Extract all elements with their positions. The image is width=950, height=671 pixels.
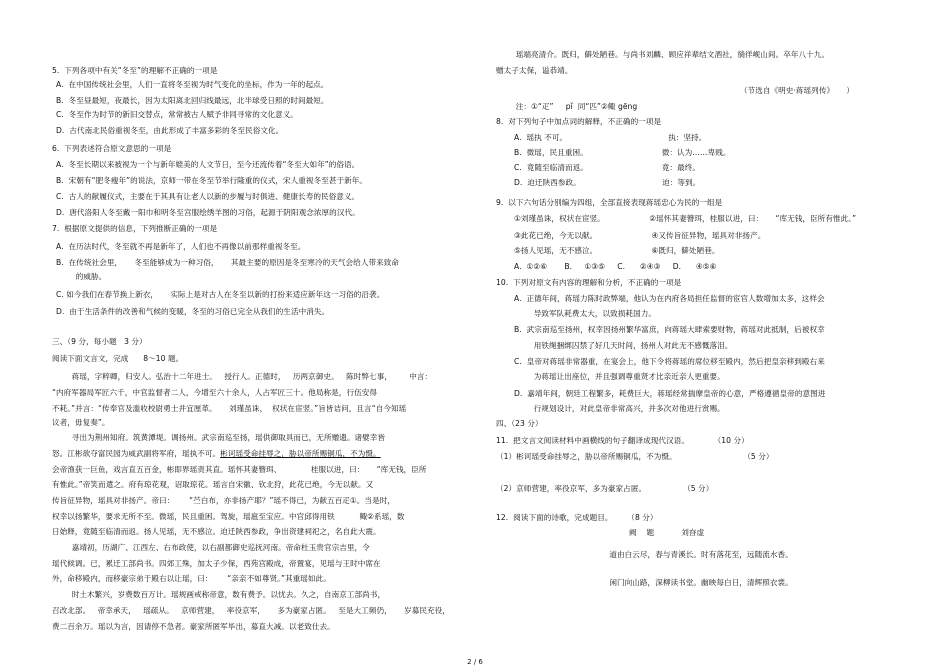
- underlined-sentence: 彬诃瑶受命挂辱之，胁以帝所赐铜瓜，不为慑。: [220, 449, 381, 458]
- right-line: 闲门向山路，深柳读书堂。幽映每白日，清辉照衣裳。: [496, 578, 793, 587]
- left-line: 阅读下面文言文，完成 8～10 题。: [52, 354, 184, 363]
- right-line: A. 瑶执 不可。 执：坚持。: [514, 133, 707, 142]
- left-line: 会帝渔获一巨鱼，戏言直五百金，彬即界瑶责其直。瑶怀其妻簪珥、 桂服以进，曰： “库无钱，臣所: [52, 465, 427, 474]
- right-line: 阙 题 刘昚虚: [496, 528, 705, 537]
- right-line: 行规划设计，对此皇帝非常高兴，并多次对他进行赏赐。: [514, 404, 725, 413]
- right-line: 道由白云尽，春与青溪长。时有落花至，远随流水香。: [496, 550, 793, 559]
- right-line: （1）彬诃瑶受命挂辱之，胁以帝所赐铜瓜，不为慑。 （5 分）: [496, 452, 774, 461]
- left-line: 时土木繁兴，岁费数百万计。瑶规画戒称帝意，数有费予。以忧去。久之，自南京工部尚书，: [52, 590, 386, 599]
- right-line: 导致军队耗费太大，以致损耗国力。: [514, 309, 657, 318]
- left-line: D. 古代南北民俗重视冬至，由此形成了丰富多彩的冬至民俗文化。: [56, 126, 284, 135]
- right-line: 为蒋瑶让出座位，并且强调尊重贤才比亲近亲人更重要。: [514, 372, 725, 381]
- left-line: A. 在历法时代，冬至就不再是新年了，人们也不再像以前那样重视冬至。: [56, 242, 306, 251]
- right-line: C. 皇帝对蒋瑶非常器重，在宴会上，他下令将蒋瑶的席位移至殿内，然后把皇亲移到殿右来: [514, 357, 825, 366]
- left-line: 嘉靖初，历湖广、江西左、右布政使，以右副都御史巡抚河南。帝命杜玉贵官宗吉里，令: [52, 543, 370, 552]
- left-line: 日始释，竟随至临清而返。扬人见瑶，无不感泣。迫迁陕西参政，争出资建祠祀之，名自此大震。: [52, 527, 381, 536]
- right-line: A. 正德年间，蒋瑶力陈时政弊端，他认为在内府各局担任监督的宦官人数增加太多，这样会: [514, 294, 825, 303]
- right-line: B. 微瑶，民且重困。 微：认为……卑贱。: [514, 148, 731, 157]
- left-line: A. 在中国传统社会里，人们一直将冬至视为时气变化的坐标，作为一年的起点。: [56, 80, 329, 89]
- right-line: C. 竟随至临清而返。 竟：最终。: [514, 163, 701, 172]
- left-line: B. 宋朝有“肥冬瘦年”的说法，京师一带在冬至节举行隆重的仪式，宋人重视冬至甚于新年。: [56, 176, 368, 185]
- right-line: ③此花已绝，今无以献。 ④又传旨征异物，瑶具对非扬产。: [514, 231, 766, 240]
- left-line: C. 如今我们在春节换上新衣， 实际上是对古人在冬至以新的打扮来适应新年这一习俗的沿袭。: [56, 290, 385, 299]
- left-line: 议者，毋复奏”。: [52, 418, 110, 427]
- right-line: D. 嘉靖年间，朝廷工程繁多，耗费巨大，蒋瑶经常揣摩皇帝的心意，严格遵循皇帝的意图进: [514, 389, 826, 398]
- left-line: 7. 根据原文提供的信息，下列推断正确的一项是: [52, 224, 218, 233]
- left-line: 6. 下列表述符合原文意思的一项是: [52, 144, 172, 153]
- left-line: 蒋瑶，字粹卿，归安人。弘治十二年进士。 授行人。正德时， 历两京御史。 陈时弊七事， 中言：: [52, 372, 433, 381]
- left-line: 三、（9 分，每小题 3 分）: [52, 337, 147, 346]
- page-number: 2 / 6: [467, 658, 483, 666]
- left-line: 有惟此。”帝笑而遣之。府有琼花观，诏取琼花。瑶言自宋徽、钦北狩，此花已绝，今无以献。又: [52, 480, 374, 489]
- left-line: 召改北部。 帝幸承天， 瑶疏从。 京师营建， 率役京军， 多为豪家占匿。 至是大工频仍， 岁募民充役，: [52, 606, 450, 615]
- left-line: 5. 下列各项中有关“冬至”的理解不正确的一项是: [52, 66, 218, 75]
- left-line: 瑶代候调。已，累迁工部尚书。四郊工殊，加太子少保，西苑宫殿成，帝置宴，见瑶与王时中席在: [52, 559, 381, 568]
- left-line: A. 冬至长期以来被视为一个与新年媲美的人文节日，至今还流传着“冬至大如年”的俗语。: [56, 160, 360, 169]
- right-line: 瑶端亮清介。既归，僻处陋巷。与尚书刘麟、顾应祥辈结文酒社，徜徉岘山间。卒年八十九。: [496, 50, 830, 59]
- right-line: B. 武宗南巡至扬州，权幸因扬州繁华富庶，向蒋瑶大肆索要财物，蒋瑶对此抵制，后被权幸: [514, 325, 825, 334]
- right-line: ①刘瑾虽诛，权状在宦竖。 ②瑶怀其妻簪珥，桂服以进，曰： “库无钱，臣所有惟此。”: [514, 214, 857, 223]
- left-line: B. 冬至昼最短，夜最长，因为太阳离北回归线最远，北半球受日照的时间最短。: [56, 96, 329, 105]
- left-line: C. 冬至作为时节的新旧交替点，常常被古人赋予非同寻常的文化意义。: [56, 110, 299, 119]
- right-line: 四、（23 分）: [496, 419, 543, 428]
- right-line: 9. 以下六句话分别编为四组，全部直接表现蒋瑶忠心为民的一组是: [496, 198, 723, 207]
- left-line: D. 唐代洛阳人冬至戴一阳巾和明冬至宫服绘绣羊图的习俗，起源于阴阳观念浓厚的汉代。: [56, 208, 360, 217]
- right-line: （节选自《明史·蒋瑶列传》 ）: [496, 86, 855, 95]
- left-line: 寻出为荆州知府。筑黄潭堤。调扬州。武宗南巡至扬，瑶供御取具而已，无所赠遗。诸嬖幸皆: [52, 433, 386, 442]
- right-line: A. ①②⑥ B. ①③⑤ C. ②④③ D. ④⑤⑥: [514, 262, 717, 271]
- left-line: 费二百余万。瑶以为言，因请停不急者。豪家所匿军毕出，募直大减。以老致仕去。: [52, 622, 335, 631]
- left-line: C. 古人的献履仪式，主要在于其具有让老人以新的步履与时俱进、健康长寿的民俗意义。: [56, 192, 360, 201]
- left-line: 的威胁。: [56, 272, 107, 281]
- left-line: 权幸以扬繁华，要求无所不至。微瑶，民且重困。驾旋，瑶扈至宝应。中官邱得用铁 鲰②系瑶，数: [52, 512, 405, 521]
- right-line: 8. 对下列句子中加点词的解释，不正确的一项是: [496, 117, 662, 126]
- left-line: 外，命移殿内，而移豪宗弟于殿右以让瑶，曰： “亲亲不如尊贤。”其重瑶如此。: [52, 574, 331, 583]
- right-line: 11. 把文言文阅读材料中画横线的句子翻译成现代汉语。 （10 分）: [496, 436, 749, 445]
- left-line: 不耗。”并言：“传奉官及滥收校尉勇士并宜厘革。 刘瑾虽诛， 权状在宦竖。”旨皆诘问，且言“自今知瑶: [52, 404, 407, 413]
- right-line: （2）京师营建，率役京军，多为豪家占匿。 （5 分）: [496, 484, 714, 493]
- right-line: 用铁绳捆绑囚禁了好几天时间，扬州人对此无不感慨落泪。: [514, 341, 733, 350]
- right-line: 12. 阅读下面的诗歌，完成题目。 （8 分）: [496, 513, 658, 522]
- left-line: 传旨征异物，瑶具对非扬产。帝曰： “苎白布，亦非扬产耶？”瑶不得已，为献五百疋①。当是时，: [52, 496, 395, 505]
- left-line: “内府军器局军匠六千，中官监督者二人，今增至六十余人，人占军匠三十。他局称是，行伍安得: [52, 388, 378, 397]
- right-line: 10. 下列对原文有内容的理解和分析，不正确的一项是: [496, 278, 682, 287]
- left-line: B. 在传统社会里， 冬至能够成为一种习俗， 其最主要的原因是冬至寒冷的天气会给人带来致命: [56, 258, 400, 267]
- right-line: 赠太子太保，谥恭靖。: [496, 66, 573, 75]
- right-line: ⑤扬人见瑶，无不感泣。 ⑥既归，僻处陋巷。: [514, 246, 720, 255]
- right-line: D. 迫迁陕西参政。 迫：等到。: [514, 178, 701, 187]
- left-line: 怒。江彬欲夺富民园为威武副将军府，瑶执不可。彬诃瑶受命挂辱之，胁以帝所赐铜瓜，不为慑。: [52, 449, 381, 458]
- right-line: 注：①“疋” pǐ 同“匹”②鲰 gēng: [496, 102, 638, 111]
- left-line: D. 由于生活条件的改善和气候的变暖，冬至的习俗已完全从我们的生活中消失。: [56, 307, 330, 316]
